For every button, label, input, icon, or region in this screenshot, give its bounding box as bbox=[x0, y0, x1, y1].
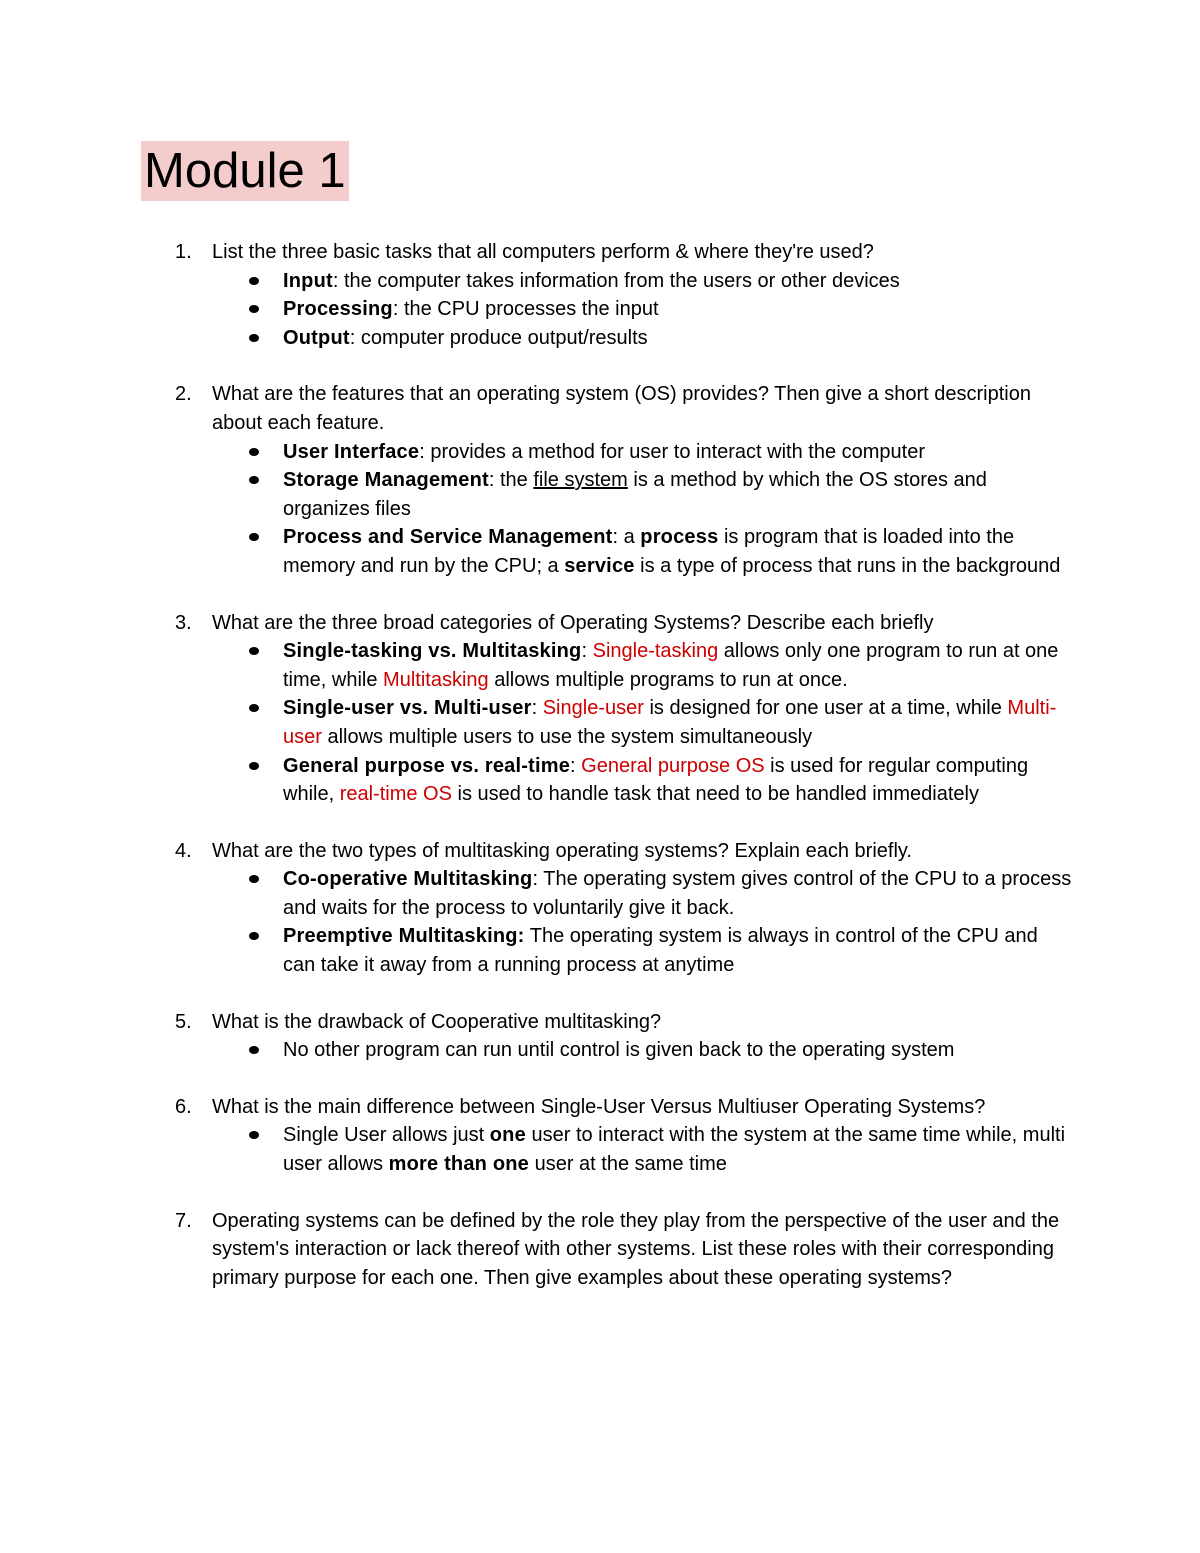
question-text: List the three basic tasks that all computers perform & where they're used? bbox=[212, 241, 874, 263]
answer-text: user to interact with the system at the same time while, multi user allows bbox=[283, 1124, 1066, 1176]
answer-term: Single-user vs. Multi-user bbox=[283, 697, 532, 720]
keyword: process bbox=[640, 526, 719, 549]
bullet-icon bbox=[249, 762, 259, 770]
answer-item bbox=[283, 637, 1073, 694]
question-text: What is the drawback of Cooperative multitasking? bbox=[212, 1010, 662, 1033]
answer-text: is used for regular computing while, bbox=[283, 754, 1029, 806]
bullet-icon bbox=[249, 277, 259, 285]
bullet-icon bbox=[249, 647, 259, 655]
question-7 bbox=[0, 1207, 1200, 1293]
answer-item bbox=[283, 324, 1073, 353]
answer-text: allows multiple programs to run at once. bbox=[488, 668, 848, 691]
highlight-text: General purpose OS bbox=[581, 754, 765, 777]
keyword: one bbox=[489, 1124, 526, 1147]
answer-item bbox=[283, 752, 1073, 809]
answer-term: Preemptive Multitasking: bbox=[283, 925, 525, 948]
question-text: What are the three broad categories of Operating Systems? Describe each briefly bbox=[212, 611, 934, 634]
answer-term: Storage Management bbox=[283, 469, 489, 492]
highlight-text: real-time OS bbox=[339, 783, 452, 806]
answer-text: is designed for one user at a time, while bbox=[643, 697, 1008, 720]
answer-item bbox=[283, 922, 1073, 979]
answer-list bbox=[0, 267, 1200, 353]
answer-item bbox=[283, 295, 1073, 324]
answer-list bbox=[0, 865, 1200, 979]
keyword: service bbox=[564, 554, 635, 577]
question-text: Operating systems can be defined by the role they play from the perspective of the user and the system's interaction or lack thereof with other systems. List these roles with their corresponding primary purpose for each one. Then give examples about these operating systems? bbox=[212, 1209, 1060, 1289]
answer-item bbox=[283, 1121, 1073, 1178]
question-list bbox=[0, 238, 1200, 1292]
answer-item bbox=[283, 267, 1073, 296]
answer-text: allows only one program to run at one time, while bbox=[283, 640, 1059, 691]
answer-list bbox=[0, 637, 1200, 809]
answer-term: Processing bbox=[283, 298, 393, 321]
answer-list bbox=[0, 438, 1200, 581]
answer-text: user at the same time bbox=[529, 1153, 727, 1176]
bullet-icon bbox=[249, 1131, 259, 1139]
highlight-text: Single-user bbox=[542, 697, 644, 720]
bullet-icon bbox=[249, 875, 259, 883]
answer-term: User Interface bbox=[283, 440, 420, 463]
answer-text: : a bbox=[612, 526, 641, 549]
answer-item bbox=[283, 466, 1073, 523]
answer-item bbox=[283, 865, 1073, 922]
highlight-text: Multi-user bbox=[283, 697, 1057, 748]
answer-text: : computer produce output/results bbox=[349, 326, 648, 349]
answer-list bbox=[0, 1121, 1200, 1178]
highlight-text: Multitasking bbox=[383, 668, 489, 691]
answer-item bbox=[283, 694, 1073, 751]
highlight-text: Single-tasking bbox=[592, 640, 719, 663]
question-number: 1. bbox=[175, 241, 192, 263]
answer-text: : provides a method for user to interact with the computer bbox=[419, 440, 926, 463]
answer-list bbox=[0, 1036, 1200, 1065]
answer-term: Single-tasking vs. Multitasking bbox=[283, 640, 582, 663]
answer-item bbox=[283, 523, 1073, 580]
answer-text: is used to handle task that need to be handled immediately bbox=[451, 783, 979, 806]
answer-text: : bbox=[531, 697, 543, 720]
answer-text: : the computer takes information from the users or other devices bbox=[332, 269, 900, 292]
answer-text: : the bbox=[488, 469, 534, 492]
bullet-icon bbox=[249, 476, 259, 484]
answer-text: is program that is loaded into the memory and run by the CPU; a bbox=[283, 526, 1015, 577]
question-text: What are the features that an operating system (OS) provides? Then give a short description about each feature. bbox=[212, 383, 1031, 434]
keyword: more than one bbox=[388, 1153, 530, 1176]
question-number: 4. bbox=[175, 839, 192, 862]
bullet-icon bbox=[249, 448, 259, 456]
question-1 bbox=[0, 238, 1200, 352]
answer-term: Input bbox=[283, 269, 333, 292]
question-number: 6. bbox=[175, 1095, 192, 1118]
question-text: What is the main difference between Single-User Versus Multiuser Operating Systems? bbox=[212, 1095, 986, 1118]
question-6 bbox=[0, 1093, 1200, 1179]
answer-item bbox=[283, 438, 1073, 467]
answer-term: Process and Service Management bbox=[283, 526, 613, 549]
answer-term: General purpose vs. real-time bbox=[283, 754, 571, 777]
bullet-icon bbox=[249, 334, 259, 342]
answer-text: : bbox=[570, 754, 582, 777]
answer-text: is a method by which the OS stores and organizes files bbox=[283, 469, 987, 520]
answer-term: Co-operative Multitasking bbox=[283, 868, 533, 891]
page-title: Module 1 bbox=[141, 141, 349, 201]
question-number: 2. bbox=[175, 383, 192, 406]
bullet-icon bbox=[249, 1046, 259, 1054]
answer-item bbox=[283, 1036, 1073, 1065]
bullet-icon bbox=[249, 533, 259, 541]
question-2 bbox=[0, 380, 1200, 580]
question-number: 7. bbox=[175, 1209, 192, 1232]
answer-text: allows multiple users to use the system simultaneously bbox=[321, 725, 813, 748]
question-5 bbox=[0, 1008, 1200, 1065]
question-4 bbox=[0, 837, 1200, 980]
file-system-link[interactable]: file system bbox=[533, 469, 628, 492]
bullet-icon bbox=[249, 932, 259, 940]
answer-text: : the CPU processes the input bbox=[392, 298, 659, 321]
question-3 bbox=[0, 609, 1200, 809]
answer-text: is a type of process that runs in the background bbox=[634, 554, 1061, 577]
answer-text: No other program can run until control is given back to the operating system bbox=[283, 1039, 955, 1062]
question-number: 5. bbox=[175, 1010, 192, 1033]
answer-text: Single User allows just bbox=[283, 1124, 490, 1147]
question-text: What are the two types of multitasking operating systems? Explain each briefly. bbox=[212, 839, 912, 862]
answer-text: The operating system is always in control of the CPU and can take it away from a running process at anytime bbox=[283, 925, 1038, 977]
bullet-icon bbox=[249, 704, 259, 712]
bullet-icon bbox=[249, 305, 259, 313]
answer-text: : bbox=[581, 640, 593, 663]
question-number: 3. bbox=[175, 611, 192, 634]
answer-text: : The operating system gives control of the CPU to a process and waits for the process to voluntarily give it back. bbox=[283, 868, 1072, 919]
answer-term: Output bbox=[283, 326, 350, 349]
